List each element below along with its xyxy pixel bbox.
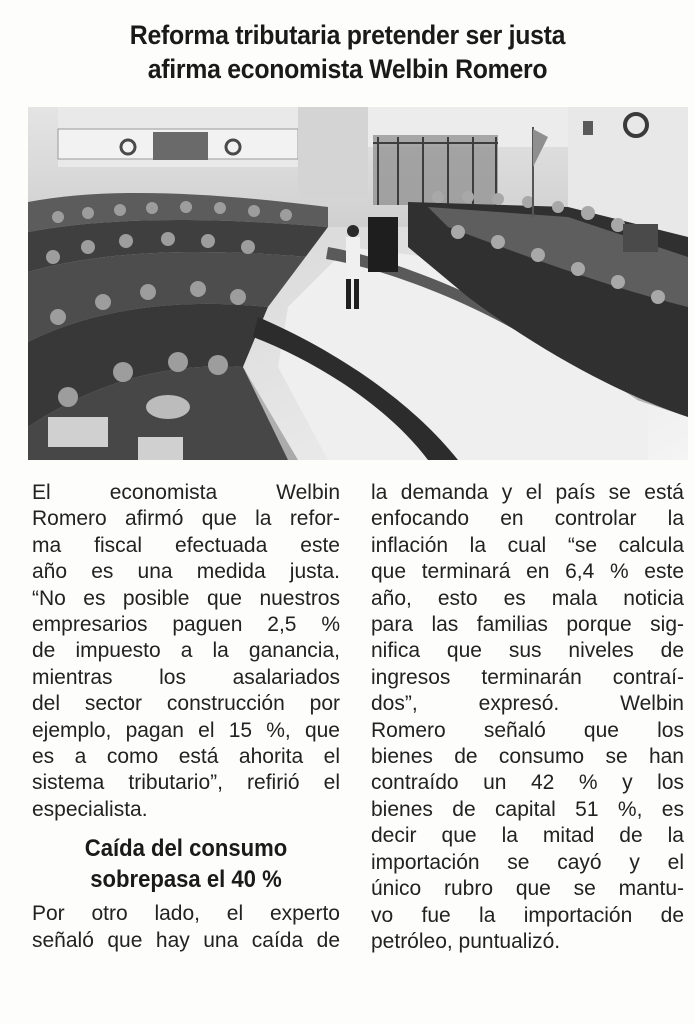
article-column-left	[32, 480, 340, 954]
text-line: empresarios paguen 2,5 %	[32, 613, 340, 637]
text-line: Romero afirmó que la refor-	[32, 507, 340, 531]
text-line: señaló que hay una caída de	[32, 928, 340, 952]
text-line: enfocando en controlar la	[371, 507, 684, 531]
text-line: El economista Welbin	[32, 481, 340, 504]
headline-line-2: afirma economista Welbin Romero	[147, 54, 548, 84]
assembly-photo-graphic	[28, 107, 688, 460]
text-line: la demanda y el país se está	[371, 481, 684, 504]
text-line: contraído un 42 % y los	[371, 771, 684, 795]
paragraph-2	[32, 901, 340, 954]
text-line: “No es posible que nuestros	[32, 586, 340, 610]
text-line: sistema tributario”, refirió el	[32, 771, 340, 795]
headline-line-1: Reforma tributaria pretender ser justa	[129, 20, 566, 50]
text-line: de impuesto a la ganancia,	[32, 639, 340, 663]
text-line: dos”, expresó. Welbin	[371, 692, 684, 716]
text-line: Romero señaló que los	[371, 718, 684, 742]
subheading	[44, 833, 327, 895]
text-line: año, esto es mala noticia	[371, 586, 684, 610]
text-line: mientras los asalariados	[32, 665, 340, 689]
text-line: que terminará en 6,4 % este	[371, 560, 684, 584]
text-line: decir que la mitad de la	[371, 824, 684, 848]
text-line: importación se cayó y el	[371, 850, 684, 874]
text-line: ingresos terminarán contraí-	[371, 665, 684, 689]
text-line: bienes de consumo se han	[371, 745, 684, 769]
text-line: es a como está ahorita el	[32, 745, 340, 769]
text-line: inflación la cual “se calcula	[371, 533, 684, 557]
text-line: bienes de capital 51 %, es	[371, 797, 684, 821]
text-line: del sector construcción por	[32, 692, 340, 716]
subheading-line-2: sobrepasa el 40 %	[90, 866, 282, 894]
text-line: único rubro que se mantu-	[371, 877, 684, 901]
text-line: ma fiscal efectuada este	[32, 533, 340, 557]
headline	[28, 18, 667, 86]
text-line: vo fue la importación de	[371, 903, 684, 927]
text-line: ejemplo, pagan el 15 %, que	[32, 718, 340, 742]
subheading-line-1: Caída del consumo	[84, 835, 288, 863]
paragraph-3	[371, 480, 684, 955]
text-line: especialista.	[32, 797, 148, 821]
text-line: petróleo, puntualizó.	[371, 929, 561, 953]
paragraph-1	[32, 480, 340, 823]
text-line: año es una medida justa.	[32, 560, 340, 584]
text-line: Por otro lado, el experto	[32, 902, 340, 926]
text-line: para las familias porque sig-	[371, 613, 684, 637]
article-column-right	[371, 480, 684, 955]
assembly-photo	[28, 107, 688, 460]
text-line: nifica que sus niveles de	[371, 639, 684, 663]
